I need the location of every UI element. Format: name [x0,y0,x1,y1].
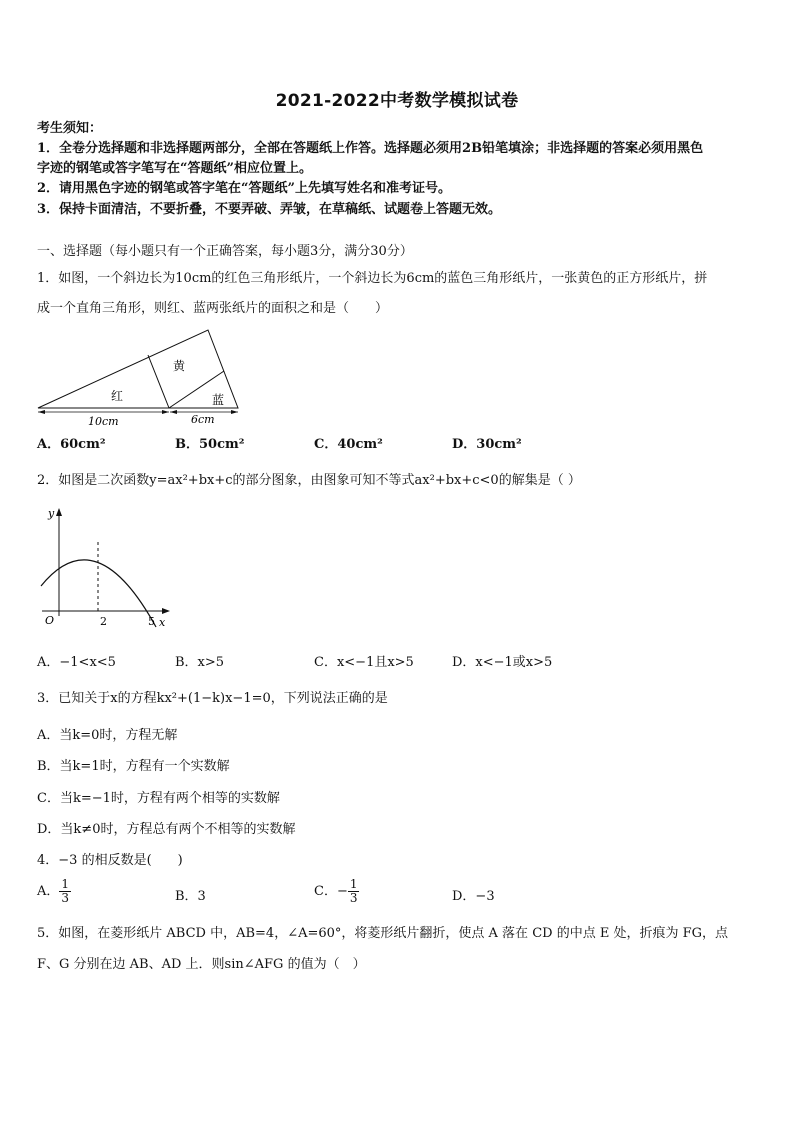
q3-option-c[interactable]: C．当k=−1时，方程有两个相等的实数解 [37,791,280,806]
q1-outer-triangle [38,330,238,408]
q4-option-c-numerator: 1 [349,877,358,891]
q4-option-c-prefix: C．− [314,884,348,899]
q1-stem-line2: 成一个直角三角形，则红、蓝两张纸片的面积之和是（ ） [37,301,389,316]
q1-option-c[interactable]: C．40cm² [314,437,383,452]
q1-option-b[interactable]: B．50cm² [175,437,245,452]
q4-option-d[interactable]: D．−3 [452,889,495,904]
q2-label-x: x [159,616,166,629]
q1-label-yellow: 黄 [173,359,186,373]
q2-figure [36,504,176,630]
q2-x-arrow [162,608,170,614]
notice-item-2: 2．请用黑色字迹的钢笔或答字笔在“答题纸”上先填写姓名和准考证号。 [37,181,452,196]
q3-option-a[interactable]: A．当k=0时，方程无解 [37,728,178,743]
q2-stem: 2．如图是二次函数y=ax²+bx+c的部分图象，由图象可知不等式ax²+bx+c<0的解集是（ ） [37,473,581,488]
q1-label-red: 红 [111,389,124,403]
q2-label-y: y [48,507,55,520]
q1-arrow-3 [170,410,177,414]
q1-figure [34,326,244,430]
q2-label-o: O [45,614,55,627]
q5-stem-line2: F、G 分别在边 AB、AD 上．则sin∠AFG 的值为（ ） [37,957,366,972]
q1-stem-line1: 1．如图，一个斜边长为10cm的红色三角形纸片，一个斜边长为6cm的蓝色三角形纸片，一张黄色的正方形纸片，拼 [37,271,708,286]
q1-arrow-1 [38,410,45,414]
q4-option-a-fraction [59,878,71,905]
q1-square-left [148,355,169,408]
q2-option-d[interactable]: D．x<−1或x>5 [452,655,553,670]
notice-item-1a: 1．全卷分选择题和非选择题两部分，全部在答题纸上作答。选择题必须用2B铅笔填涂；非选择题的答案必须用黑色 [37,141,704,156]
q4-stem: 4．−3 的相反数是( ) [37,853,183,868]
q2-option-a[interactable]: A．−1<x<5 [37,655,116,670]
notice-heading: 考生须知： [37,121,103,136]
q4-option-a-denominator: 3 [61,891,70,905]
q2-option-c[interactable]: C．x<−1且x>5 [314,655,414,670]
q2-parabola [41,560,156,627]
q4-option-a[interactable] [37,878,71,905]
q2-label-5: 5 [148,615,155,628]
q3-option-b[interactable]: B．当k=1时，方程有一个实数解 [37,759,230,774]
q2-label-2: 2 [100,615,107,628]
q1-arrow-4 [231,410,238,414]
q4-option-c-fraction [348,878,360,905]
q1-option-a[interactable]: A．60cm² [37,437,106,452]
exam-title: 2021-2022中考数学模拟试卷 [275,91,519,111]
q4-option-c[interactable] [314,878,359,905]
q1-label-6cm: 6cm [191,413,215,426]
q4-option-a-prefix: A． [37,884,60,899]
section-heading: 一、选择题（每小题只有一个正确答案，每小题3分，满分30分） [37,244,413,259]
q1-option-d[interactable]: D．30cm² [452,437,522,452]
q5-stem-line1: 5．如图，在菱形纸片 ABCD 中，AB=4，∠A=60°，将菱形纸片翻折，使点 A 落在 CD 的中点 E 处，折痕为 FG，点 [37,926,728,941]
q4-option-b[interactable]: B．3 [175,889,206,904]
notice-item-3: 3．保持卡面清洁，不要折叠，不要弄破、弄皱，在草稿纸、试题卷上答题无效。 [37,202,502,217]
q2-option-b[interactable]: B．x>5 [175,655,225,670]
q3-stem: 3．已知关于x的方程kx²+(1−k)x−1=0，下列说法正确的是 [37,691,388,706]
q1-label-10cm: 10cm [88,415,119,428]
q1-arrow-2 [162,410,169,414]
notice-item-1b: 字迹的钢笔或答字笔写在“答题纸”相应位置上。 [37,161,312,176]
q4-option-a-numerator: 1 [61,877,70,891]
q4-option-c-denominator: 3 [349,891,358,905]
q1-label-blue: 蓝 [212,393,225,407]
q2-y-arrow [56,508,62,516]
q3-option-d[interactable]: D．当k≠0时，方程总有两个不相等的实数解 [37,822,296,837]
